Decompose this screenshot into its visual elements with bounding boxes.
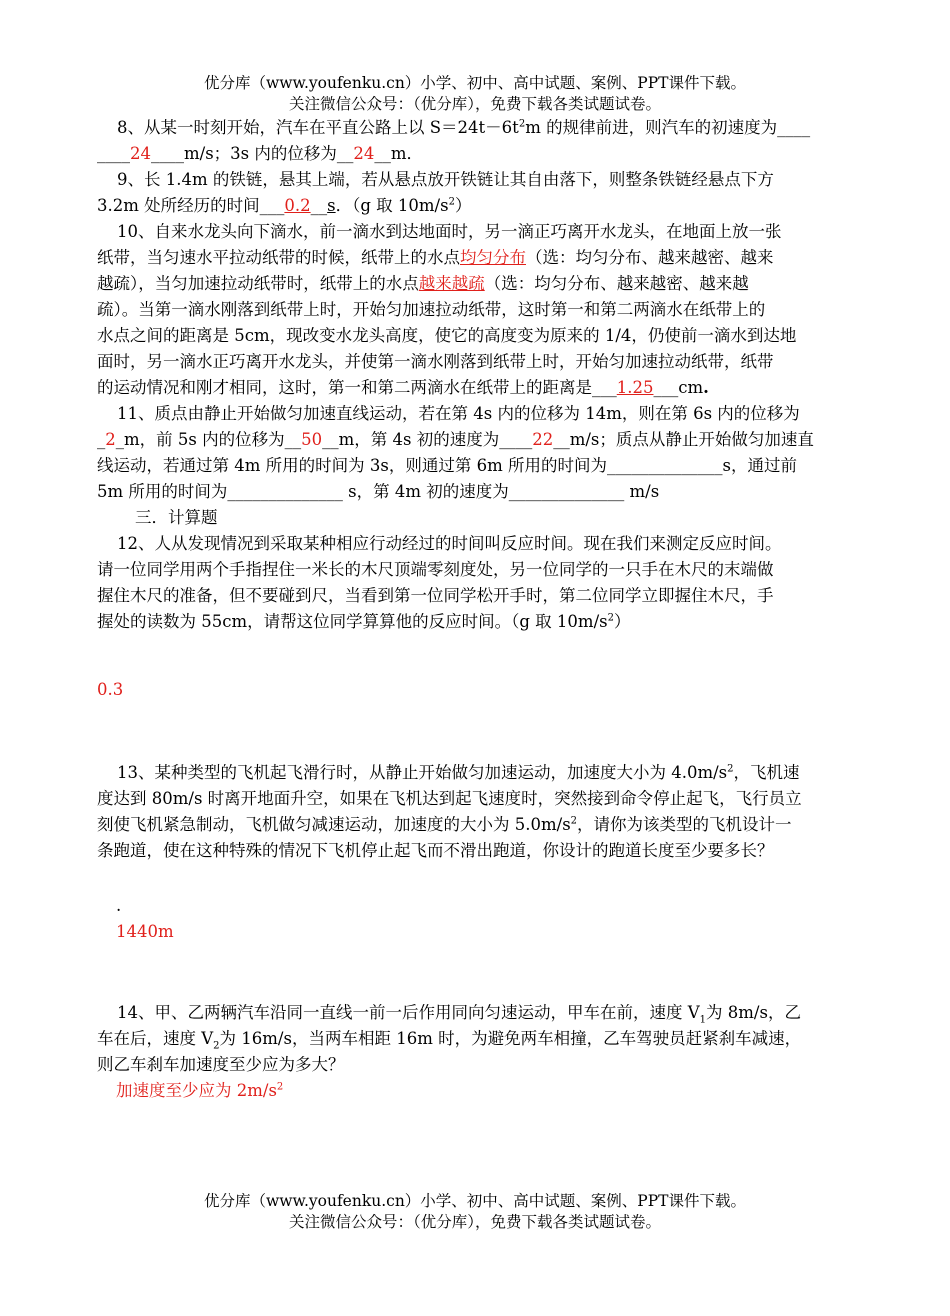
- answer-q13: 1440m: [116, 922, 174, 941]
- question-10-line-4: 疏）。当第一滴水刚落到纸带上时，开始匀加速拉动纸带，这时第一和第二两滴水在纸带上的: [97, 300, 766, 319]
- page-footer: [0, 1191, 950, 1233]
- question-11-line-1: 11、质点由静止开始做匀加速直线运动，若在第 4s 内的位移为 14m，则在第 6s 内的位移为: [117, 404, 800, 423]
- blank-q11-velocity-4m: ______________: [508, 482, 625, 501]
- question-9-line-2: 3.2m 处所经历的时间___0.2__s．（g 取 $10m/s^2$）: [97, 196, 472, 215]
- footer-line-2: 关注微信公众号：（优分库），免费下载各类试题试卷。: [288, 1213, 661, 1231]
- question-10-line-3: 越疏），当匀加速拉动纸带时，纸带上的水点越来越疏（选：均匀分布、越来越密、越来越: [97, 274, 749, 293]
- header-line-2: 关注微信公众号：（优分库），免费下载各类试题试卷。: [288, 95, 661, 113]
- question-14-line-3: 则乙车刹车加速度至少应为多大？: [97, 1055, 345, 1074]
- answer-q9-time: 0.2: [284, 196, 311, 215]
- question-14-line-2: 车在后，速度 $V_2$为 16m/s，当两车相距 16m 时，为避免两车相撞，乙车驾驶员赶紧刹车减速，: [97, 1029, 802, 1052]
- question-13-line-3: 刻使飞机紧急制动，飞机做匀减速运动，加速度的大小为 $5.0m/s^2$，请你为该类型的飞机设计一: [97, 815, 792, 834]
- answer-q10-uniform: 均匀分布: [460, 248, 526, 267]
- answer-q10-distance: 1.25: [616, 378, 654, 397]
- question-13-line-2: 度达到 80m/s 时离开地面升空，如果在飞机达到起飞速度时，突然接到命令停止起飞，飞行员立: [97, 789, 802, 808]
- answer-q10-sparser: 越来越疏: [418, 274, 485, 293]
- question-13-line-1: 13、某种类型的飞机起飞滑行时，从静止开始做匀加速运动，加速度大小为 $4.0m/s^2$，飞机速: [117, 763, 800, 782]
- question-10-line-1: 10、自来水龙头向下滴水，前一滴水到达地面时，另一滴正巧离开水龙头，在地面上放一张: [117, 222, 782, 241]
- question-11-line-2: _2_m，前 5s 内的位移为__50__m，第 4s 初的速度为____22__m/s；质点从静止开始做匀加速直: [97, 430, 814, 449]
- header-line-1: 优分库（www.youfenku.cn）小学、初中、高中试题、案例、PPT课件下载。: [203, 74, 747, 92]
- question-8-line-2: ____24____m/s；3s 内的位移为__24__m．: [97, 144, 424, 163]
- answer-q11-velocity: 22: [532, 430, 554, 449]
- blank-q11-first-5m: ______________: [227, 482, 343, 501]
- section-title-calculation: 三．计算题: [135, 508, 218, 527]
- answer-q12: 0.3: [97, 680, 124, 699]
- footer-line-1: 优分库（www.youfenku.cn）小学、初中、高中试题、案例、PPT课件下载。: [203, 1192, 747, 1210]
- q13-dot: .: [116, 896, 122, 915]
- question-12-line-1: 12、人从发现情况到采取某种相应行动经过的时间叫反应时间。现在我们来测定反应时间。: [117, 534, 782, 553]
- answer-q11-sixth-second: 2: [105, 430, 116, 449]
- question-11-line-4: 5m 所用的时间为______________ s，第 4m 初的速度为______________ m/s: [97, 482, 660, 501]
- question-14-line-1: 14、甲、乙两辆汽车沿同一直线一前一后作用同向匀速运动，甲车在前，速度 $V_1$为 8m/s，乙: [117, 1003, 801, 1026]
- question-8-line-1: 8、从某一时刻开始，汽车在平直公路上以 $S=24t-6t^2m$ 的规律前进，则汽车的初速度为____: [117, 118, 811, 137]
- answer-q8-initial-velocity: 24: [130, 144, 151, 163]
- page-header: [0, 73, 950, 115]
- question-13: [97, 760, 857, 864]
- question-12-line-3: 握住木尺的准备，但不要碰到尺，当看到第一位同学松开手时，第二位同学立即握住木尺，手: [97, 586, 774, 605]
- document-body: [97, 115, 857, 635]
- question-10-line-7: 的运动情况和刚才相同，这时，第一和第二两滴水在纸带上的距离是___1.25___cm.: [97, 378, 709, 397]
- question-10-line-6: 面时，另一滴水正巧离开水龙头，并使第一滴水刚落到纸带上时，开始匀加速拉动纸带，纸带: [97, 352, 774, 371]
- question-13-line-4: 条跑道，使在这种特殊的情况下飞机停止起飞而不滑出跑道，你设计的跑道长度至少要多长？: [97, 841, 774, 860]
- answer-q11-five-seconds: 50: [301, 430, 323, 449]
- question-9-line-1: 9、长 1.4m 的铁链，悬其上端，若从悬点放开铁链让其自由落下，则整条铁链经悬点下方: [117, 170, 774, 189]
- question-12-line-2: 请一位同学用两个手指捏住一米长的木尺顶端零刻度处，另一位同学的一只手在木尺的末端做: [97, 560, 774, 579]
- blank-q11-sixth-meter: ______________: [606, 456, 723, 475]
- question-11-line-3: 线运动，若通过第 4m 所用的时间为 3s，则通过第 6m 所用的时间为______________s，通过前: [97, 456, 797, 475]
- question-10-line-5: 水点之间的距离是 5cm，现改变水龙头高度，使它的高度变为原来的 1/4，仍使前一滴水到达地: [97, 326, 797, 345]
- question-14: [97, 1000, 857, 1104]
- question-12-line-4: 握处的读数为 55cm，请帮这位同学算算他的反应时间。（g 取 $10m/s^2$）: [97, 612, 631, 631]
- question-10-line-2: 纸带，当匀速水平拉动纸带的时候，纸带上的水点均匀分布（选：均匀分布、越来越密、越来: [97, 248, 774, 267]
- answer-q8-displacement: 24: [353, 144, 375, 163]
- answer-q14: 加速度至少应为 $2m/s^2$: [116, 1081, 284, 1100]
